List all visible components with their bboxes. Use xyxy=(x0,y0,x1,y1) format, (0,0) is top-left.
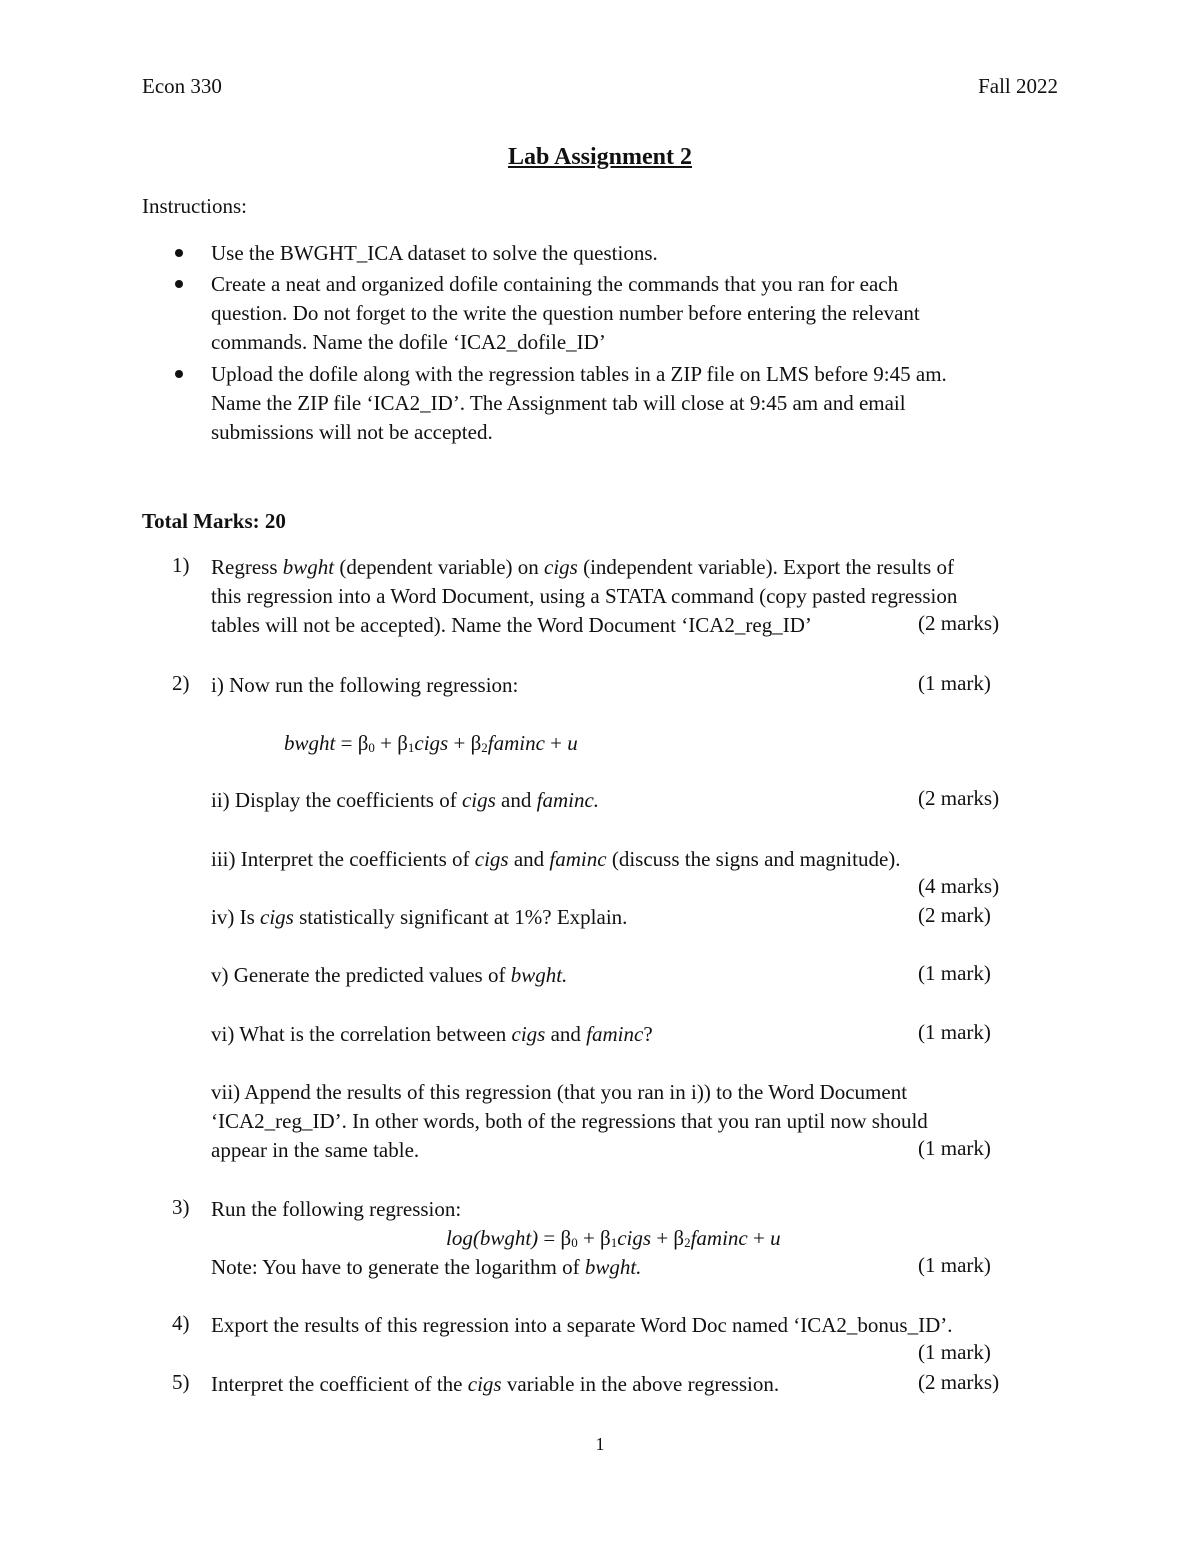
page-title: Lab Assignment 2 xyxy=(507,144,693,170)
question-line: iv) Is cigs statistically significant at 1%? Explain. xyxy=(211,905,628,929)
question-line: Export the results of this regression into a separate Word Doc named ‘ICA2_bonus_ID’. xyxy=(211,1313,953,1337)
instruction-line: submissions will not be accepted. xyxy=(211,420,493,444)
instruction-line: question. Do not forget to the write the question number before entering the relevant xyxy=(211,301,920,325)
question-line: vi) What is the correlation between cigs and faminc? xyxy=(211,1022,653,1046)
bullet-icon xyxy=(175,370,183,378)
question-line: appear in the same table. xyxy=(211,1138,420,1162)
question-number: 5) xyxy=(172,1370,190,1394)
question-line: i) Now run the following regression: xyxy=(211,673,519,697)
instruction-line: Name the ZIP file ‘ICA2_ID’. The Assignment tab will close at 9:45 am and email xyxy=(211,391,906,415)
question-line: iii) Interpret the coefficients of cigs and faminc (discuss the signs and magnitude). xyxy=(211,847,901,871)
question-line: ii) Display the coefficients of cigs and faminc. xyxy=(211,788,600,812)
question-line: vii) Append the results of this regression (that you ran in i)) to the Word Document xyxy=(211,1080,908,1104)
question-line: v) Generate the predicted values of bwght. xyxy=(211,963,568,987)
question-line: tables will not be accepted). Name the Word Document ‘ICA2_reg_ID’ xyxy=(211,613,812,637)
marks-label: (2 marks) xyxy=(918,611,1000,635)
marks-label: (1 mark) xyxy=(918,671,991,695)
regression-equation: log(bwght) = $\beta_0$ + $\beta_1cigs + \beta_2faminc + u$ xyxy=(446,1226,781,1250)
question-number: 2) xyxy=(172,671,190,695)
instructions-label: Instructions: xyxy=(142,194,247,218)
total-marks: Total Marks: 20 xyxy=(142,509,286,533)
instruction-line: commands. Name the dofile ‘ICA2_dofile_ID’ xyxy=(211,330,606,354)
regression-equation: bwght = $\beta_0$ + $\beta_1cigs + \beta_2faminc + u$ xyxy=(284,731,578,755)
instruction-line: Upload the dofile along with the regression tables in a ZIP file on LMS before 9:45 am. xyxy=(211,362,947,386)
question-line: Run the following regression: xyxy=(211,1197,462,1221)
question-number: 4) xyxy=(172,1311,190,1335)
semester: Fall 2022 xyxy=(978,74,1058,98)
question-line: ‘ICA2_reg_ID’. In other words, both of the regressions that you ran uptil now should xyxy=(211,1109,928,1133)
page-number: 1 xyxy=(595,1434,605,1454)
marks-label: (1 mark) xyxy=(918,1020,991,1044)
question-number: 3) xyxy=(172,1195,190,1219)
instruction-line: Create a neat and organized dofile containing the commands that you ran for each xyxy=(211,272,899,296)
question-line: Note: You have to generate the logarithm of bwght. xyxy=(211,1255,642,1279)
marks-label: (1 mark) xyxy=(918,1340,991,1364)
marks-label: (1 mark) xyxy=(918,1253,991,1277)
marks-label: (2 marks) xyxy=(918,786,1000,810)
marks-label: (2 marks) xyxy=(918,1370,1000,1394)
question-number: 1) xyxy=(172,553,190,577)
instruction-line: Use the BWGHT_ICA dataset to solve the questions. xyxy=(211,241,658,265)
course-code: Econ 330 xyxy=(142,74,222,98)
bullet-icon xyxy=(175,249,183,257)
question-line: this regression into a Word Document, using a STATA command (copy pasted regression xyxy=(211,584,958,608)
marks-label: (4 marks) xyxy=(918,874,1000,898)
question-line: Regress bwght (dependent variable) on cigs (independent variable). Export the results of xyxy=(211,555,954,579)
marks-label: (2 mark) xyxy=(918,903,991,927)
marks-label: (1 mark) xyxy=(918,961,991,985)
question-line: Interpret the coefficient of the cigs variable in the above regression. xyxy=(211,1372,780,1396)
marks-label: (1 mark) xyxy=(918,1136,991,1160)
bullet-icon xyxy=(175,280,183,288)
